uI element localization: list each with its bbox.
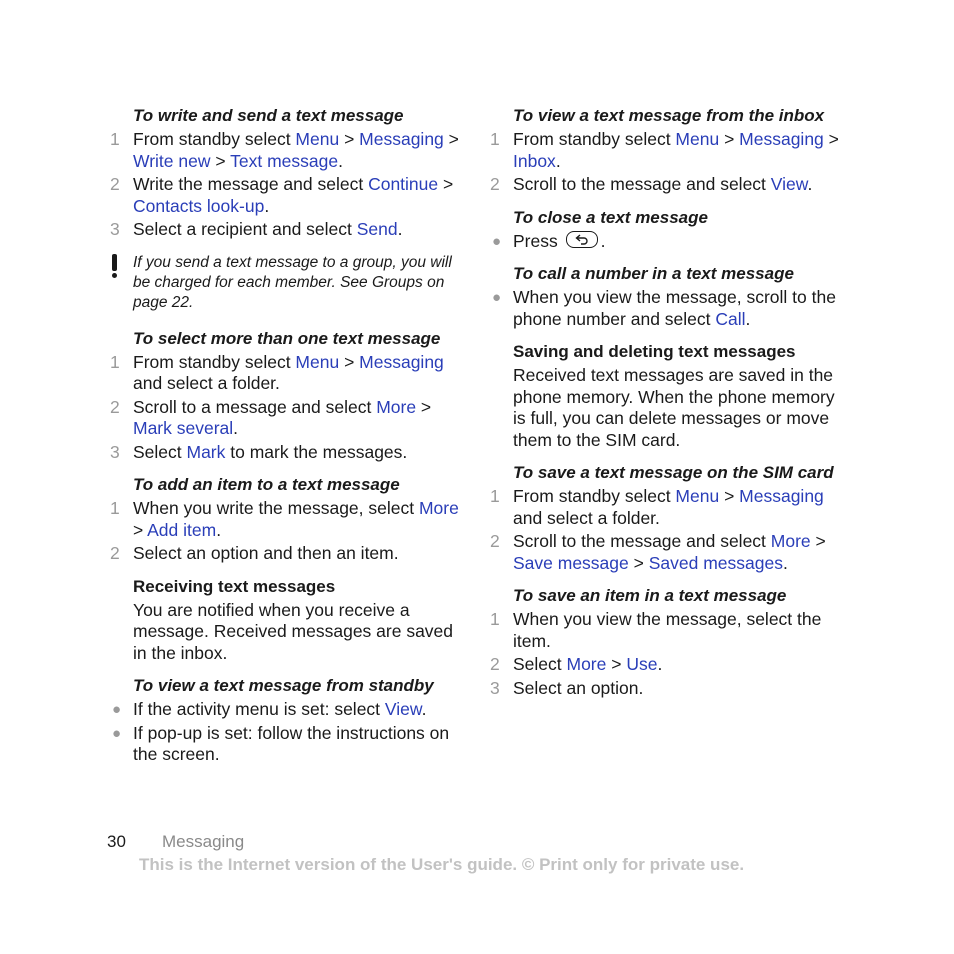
bullet-text-end: . (421, 699, 427, 719)
separator: > (210, 150, 231, 171)
step (110, 498, 470, 541)
left-column (110, 106, 470, 778)
link-menu[interactable]: Menu (675, 129, 720, 149)
separator: > (719, 129, 740, 149)
link-mark[interactable]: Mark (186, 441, 226, 462)
step-text-end: and select a folder. (513, 507, 660, 528)
section-heading: To call a number in a text message (513, 264, 794, 283)
step-number: 2 (110, 543, 120, 563)
bullet: ● (112, 724, 122, 742)
section-write-send (110, 106, 470, 241)
note-text: If you send a text message to a group, you will be charged for each member. See Groups on page 22. (133, 253, 452, 311)
bullet-text-end: . (600, 230, 606, 251)
step-number: 1 (110, 129, 120, 149)
step-text (513, 654, 850, 676)
step-text-end: . (657, 654, 663, 674)
separator: > (133, 519, 148, 540)
link-more[interactable]: More (770, 531, 811, 551)
paragraph: You are notified when you receive a message. Received messages are saved in the inbox. (133, 599, 454, 663)
step-text-end: and select a folder. (133, 373, 280, 393)
link-menu[interactable]: Menu (295, 351, 340, 372)
step (490, 486, 850, 529)
step-number: 3 (110, 441, 120, 462)
link-menu[interactable]: Menu (675, 486, 720, 506)
step-text-part: From standby select (513, 486, 676, 506)
step-number: 2 (110, 174, 120, 194)
step-text-part: From standby select (513, 129, 676, 149)
link-contacts-look-up[interactable]: Contacts look-up (133, 195, 265, 216)
step (490, 654, 850, 676)
section-heading: To save an item in a text message (513, 586, 787, 605)
bullet-item (110, 699, 470, 721)
link-messaging[interactable]: Messaging (359, 351, 444, 372)
section-close (490, 208, 850, 253)
step-number: 1 (110, 351, 120, 372)
section-call (490, 264, 850, 330)
step-text-part: From standby select (133, 351, 296, 372)
separator: > (339, 351, 360, 372)
link-use[interactable]: Use (626, 654, 658, 674)
bullet-text-part: Press (513, 230, 563, 251)
step-text (513, 129, 850, 172)
section-heading: To add an item to a text message (133, 475, 400, 494)
step-text-part: Select (513, 654, 567, 674)
bullet-item (490, 231, 850, 253)
back-key-icon (566, 231, 598, 248)
step-text-end: . (216, 519, 222, 540)
section-add-item (110, 475, 470, 565)
footer-section-name: Messaging (162, 832, 245, 851)
step (110, 543, 470, 565)
step-text (133, 129, 470, 172)
section-select-more (110, 329, 470, 464)
step (490, 174, 850, 196)
step-number: 2 (110, 396, 120, 417)
section-heading: To write and send a text message (133, 106, 404, 125)
step-text: When you view the message, select the item. (513, 609, 822, 651)
link-menu[interactable]: Menu (295, 129, 340, 149)
bullet-text-part: When you view the message, scroll to the phone number and select (513, 287, 836, 329)
step-text-part: Scroll to the message and select (513, 531, 771, 551)
step (110, 219, 470, 241)
step (490, 678, 850, 700)
link-saved-messages[interactable]: Saved messages (648, 552, 783, 573)
section-saving-deleting (490, 342, 850, 451)
separator: > (823, 129, 839, 149)
step-text (513, 174, 850, 196)
section-heading: To view a text message from standby (133, 676, 434, 695)
right-column (490, 106, 850, 711)
link-more[interactable]: More (418, 498, 459, 518)
step-text (133, 397, 470, 440)
bullet-text-part: If the activity menu is set: select (133, 699, 385, 719)
link-messaging[interactable]: Messaging (739, 129, 824, 149)
step-text-part: When you write the message, select (133, 498, 419, 518)
step-text-end: to mark the messages. (225, 441, 408, 462)
step (110, 397, 470, 440)
section-heading: To close a text message (513, 207, 708, 227)
step-number: 1 (490, 609, 500, 629)
step-text (513, 531, 850, 574)
step-text-part: Select (133, 441, 187, 462)
link-continue[interactable]: Continue (368, 174, 439, 194)
step (110, 129, 470, 172)
link-messaging[interactable]: Messaging (739, 486, 824, 506)
link-save-message[interactable]: Save message (513, 552, 629, 573)
step-text: Select an option. (513, 677, 644, 698)
separator: > (606, 654, 627, 674)
bullet-text (513, 231, 850, 253)
link-write-new[interactable]: Write new (133, 150, 211, 171)
paragraph: Received text messages are saved in the phone memory. When the phone memory is full, you can delete messages or move them to the SIM card. (513, 365, 835, 450)
step (490, 129, 850, 172)
step-text-end: . (338, 150, 343, 171)
section-heading: To save a text message on the SIM card (513, 463, 834, 482)
separator: > (443, 129, 459, 149)
bullet: ● (112, 701, 122, 718)
step (490, 531, 850, 574)
link-send[interactable]: Send (356, 219, 398, 239)
step-text-part: Scroll to the message and select (513, 174, 771, 194)
link-view[interactable]: View (384, 699, 422, 719)
section-heading: Saving and deleting text messages (513, 342, 796, 361)
link-mark-several[interactable]: Mark several (133, 418, 234, 438)
step-number: 3 (110, 219, 120, 239)
step-number: 1 (490, 486, 500, 506)
section-save-sim (490, 463, 850, 574)
link-inbox[interactable]: Inbox (513, 150, 556, 171)
link-text-message[interactable]: Text message (230, 150, 339, 171)
link-messaging[interactable]: Messaging (359, 129, 444, 149)
separator: > (719, 486, 740, 506)
exclamation-icon (110, 253, 133, 313)
note (110, 253, 470, 313)
step (110, 174, 470, 217)
step-text-end: . (264, 195, 270, 216)
step-number: 1 (490, 129, 500, 149)
step-text-part: From standby select (133, 129, 296, 149)
step-text (133, 174, 470, 217)
separator: > (339, 129, 360, 149)
section-receiving (110, 577, 470, 665)
step (490, 609, 850, 652)
section-view-inbox (490, 106, 850, 196)
section-heading: To view a text message from the inbox (513, 106, 825, 125)
bullet-text (513, 287, 850, 330)
footer-note: This is the Internet version of the User's guide. © Print only for private use. (139, 855, 745, 874)
section-heading: Receiving text messages (133, 576, 336, 596)
bullet-text-end: . (745, 308, 751, 329)
bullet: ● (492, 232, 502, 250)
step-text-end: . (397, 219, 403, 239)
link-add-item[interactable]: Add item (147, 519, 217, 540)
bullet: ● (492, 289, 502, 306)
link-more[interactable]: More (376, 396, 417, 417)
section-view-standby (110, 676, 470, 766)
step-text-part: Write the message and select (133, 174, 369, 194)
section-save-item (490, 586, 850, 699)
bullet-text (133, 699, 470, 721)
page-number: 30 (107, 832, 126, 851)
step-number: 2 (490, 174, 500, 194)
step-text (133, 442, 470, 464)
step (110, 442, 470, 464)
step-number: 1 (110, 498, 120, 518)
step-text-part: Select a recipient and select (133, 219, 357, 239)
step-text (133, 219, 470, 241)
separator: > (438, 174, 454, 194)
link-call[interactable]: Call (715, 308, 746, 329)
separator: > (416, 396, 432, 417)
step-text (133, 498, 470, 541)
step-number: 2 (490, 531, 500, 551)
step-text-end: . (233, 418, 239, 438)
step-text-part: Scroll to a message and select (133, 396, 377, 417)
section-heading: To select more than one text message (133, 328, 441, 348)
separator: > (810, 531, 826, 551)
step-text-end: . (782, 552, 788, 573)
step-text (133, 352, 470, 395)
bullet-text: If pop-up is set: follow the instructions on the screen. (133, 722, 450, 764)
step (110, 352, 470, 395)
step-text (513, 486, 850, 529)
bullet-item (490, 287, 850, 330)
bullet-item (110, 723, 470, 766)
separator: > (628, 552, 649, 573)
step-text-end: . (555, 150, 561, 171)
step-text-end: . (807, 174, 813, 194)
step-number: 3 (490, 677, 500, 698)
step-text: Select an option and then an item. (133, 543, 399, 563)
step-number: 2 (490, 654, 500, 674)
link-view[interactable]: View (770, 174, 808, 194)
link-more[interactable]: More (566, 654, 607, 674)
